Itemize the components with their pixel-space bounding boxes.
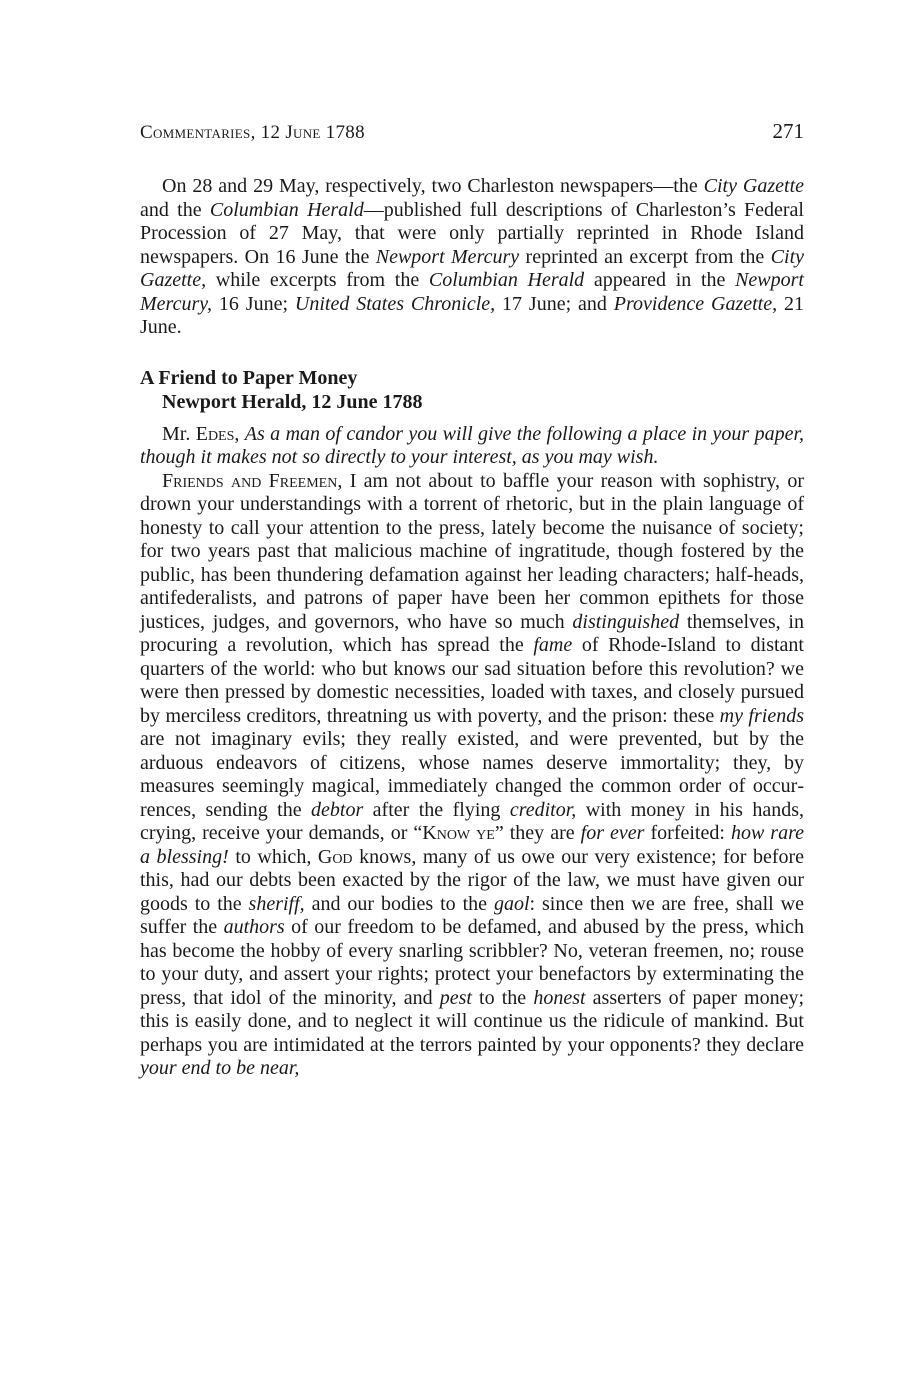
running-head-title: Commentaries, 12 June 1788 bbox=[140, 122, 365, 143]
newspaper-title: City Gazette, bbox=[140, 245, 805, 291]
body-emphasis: sheriff, bbox=[248, 892, 305, 915]
body-emphasis: creditor, bbox=[509, 798, 577, 821]
salutation-comma: , bbox=[234, 422, 245, 445]
body-text: and our bodies to the bbox=[304, 892, 494, 915]
body-text: knows, many of us owe our very existence; for before this, had our debts been exacted by the rigor of the law, we must have given our goods to the bbox=[140, 845, 805, 915]
newspaper-title: Columbian Herald bbox=[209, 198, 364, 221]
intro-text: On 28 and 29 May, respectively, two Charleston newspapers—the bbox=[162, 175, 704, 197]
printer-name: Edes bbox=[195, 422, 235, 445]
letter-address: Friends and Freemen bbox=[162, 469, 338, 492]
body-emphasis: your end to be near, bbox=[140, 1057, 300, 1079]
document-heading bbox=[140, 366, 804, 414]
body-small-caps: Know ye bbox=[422, 822, 495, 844]
newspaper-title: City Gazette bbox=[703, 175, 804, 197]
document-title: A Friend to Paper Money bbox=[140, 366, 358, 389]
document-page bbox=[140, 118, 804, 1081]
body-text: are not imaginary evils; they really existed, and were prevented, but by the arduous endeavors of citizens, whose names deserve immortality; they, by measures seemingly magical, immediately changed the common order of occurrences, sending the bbox=[140, 728, 804, 821]
newspaper-title: Providence Gazette, bbox=[613, 292, 778, 315]
body-emphasis: how rare a blessing! bbox=[140, 822, 805, 868]
letter-salutation bbox=[140, 423, 804, 470]
body-emphasis: fame bbox=[533, 634, 573, 656]
body-text: forfeited: bbox=[644, 822, 731, 844]
body-text: : since then we are free, shall we suffer the bbox=[140, 892, 804, 938]
body-text: of Rhode-Island to distant quarters of the world: who but knows our sad situation before this revolution? we were then pressed by domestic necessities, loaded with taxes, and closely pursued by merciless creditors, threatning us with poverty, and the prison: these bbox=[140, 634, 804, 727]
salutation-request: As a man of candor you will give the following a place in your paper, though it makes not so directly to your interest, as you may wish. bbox=[140, 422, 805, 468]
body-emphasis: distinguished bbox=[572, 610, 680, 633]
newspaper-title: Columbian Herald bbox=[428, 269, 585, 291]
body-text: asserters of paper money; this is easily done, and to neglect it will continue us the ridicule of mankind. But perhaps you are intimidated at the terrors painted by your opponents? they declare bbox=[140, 986, 805, 1056]
intro-text: 17 June; and bbox=[495, 292, 614, 315]
intro-text: 16 June; bbox=[212, 292, 295, 315]
body-emphasis: debtor bbox=[311, 798, 364, 821]
body-text: , I am not about to baffle your reason with sophistry, or drown your understandings with a torrent of rhetoric, but in the plain language of honesty to call your attention to the press, lately become the nuisance of society; for two years past that malicious machine of ingratitude, though fostered by the public, has been thundering defamation against her leading characters; half-heads, antifederalists, and patrons of paper have been her common epithets for those justices, judges, and governors, who have so much bbox=[140, 469, 805, 633]
newspaper-title: Newport Mercury bbox=[375, 245, 520, 268]
document-source: Newport Herald, 12 June 1788 bbox=[162, 390, 423, 413]
intro-text: 21 June. bbox=[140, 292, 804, 338]
body-text: with money in his hands, crying, receive your demands, or “ bbox=[140, 798, 804, 844]
page-number: 271 bbox=[772, 119, 804, 143]
intro-text: reprinted an excerpt from the bbox=[519, 245, 771, 268]
body-emphasis: pest bbox=[439, 986, 472, 1009]
body-emphasis: my friends bbox=[719, 704, 804, 727]
newspaper-title: United States Chronicle, bbox=[294, 292, 496, 315]
body-emphasis: authors bbox=[223, 916, 285, 938]
body-text: ” they are bbox=[494, 822, 581, 844]
running-head bbox=[140, 118, 804, 148]
body-emphasis: honest bbox=[533, 986, 586, 1009]
newspaper-title: Newport Mercury, bbox=[140, 269, 804, 315]
body-text: to the bbox=[471, 986, 534, 1009]
body-emphasis: for ever bbox=[580, 822, 645, 844]
body-small-caps: God bbox=[317, 845, 353, 868]
salutation-mr: Mr. bbox=[162, 422, 196, 445]
intro-text: appeared in the bbox=[584, 269, 736, 291]
editorial-note bbox=[140, 175, 804, 340]
body-text: of our freedom to be defamed, and abused by the press, which has become the hobby of every snarling scribbler? No, veteran freemen, no; rouse to your duty, and assert your rights; protect your benefactors by exterminating the press, that idol of the minority, and bbox=[140, 916, 805, 1009]
body-text: themselves, in procuring a revolution, which has spread the bbox=[140, 610, 804, 656]
intro-text: —published full descriptions of Charleston’s Federal Procession of 27 May, that were only partially reprinted in Rhode Island newspapers. On 16 June the bbox=[140, 198, 804, 268]
intro-text: while excerpts from the bbox=[206, 269, 429, 291]
body-text: to which, bbox=[228, 845, 318, 868]
body-text: after the flying bbox=[363, 798, 510, 821]
body-emphasis: gaol bbox=[493, 892, 530, 915]
letter-body bbox=[140, 470, 804, 1081]
intro-text: and the bbox=[140, 198, 210, 221]
